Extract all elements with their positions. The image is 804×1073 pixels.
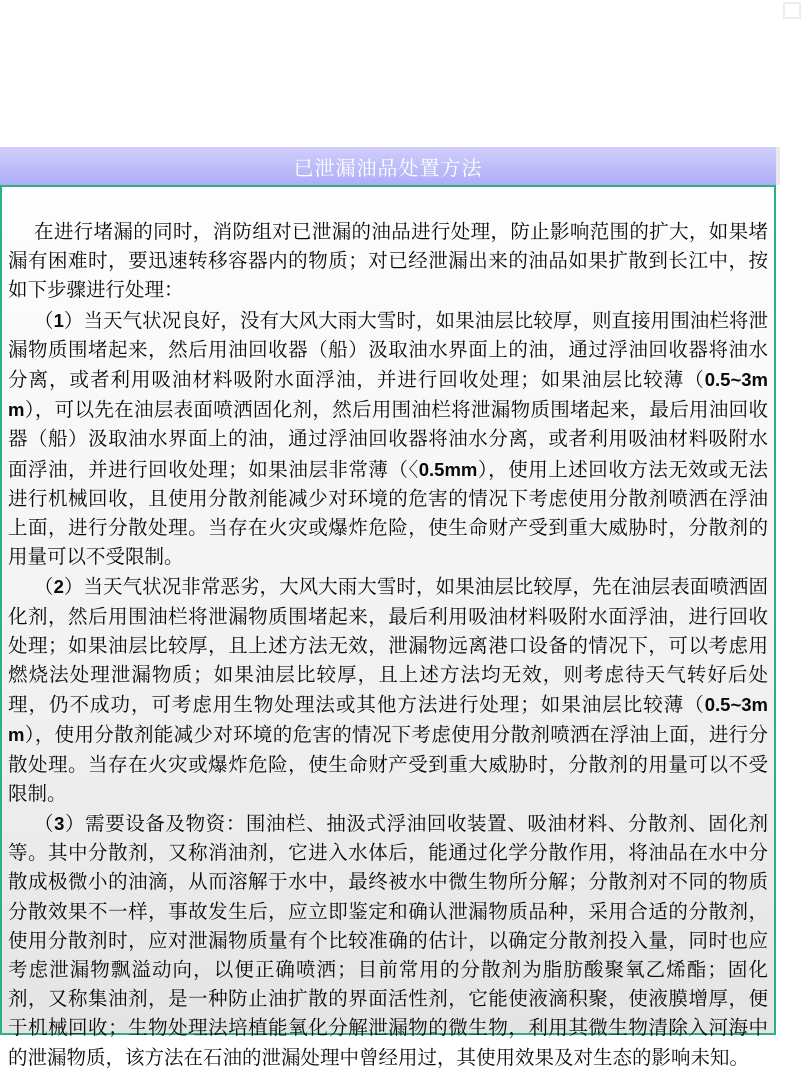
content-panel bbox=[0, 185, 776, 1069]
step-3-paragraph bbox=[8, 809, 768, 1073]
text-segment: ），使用上述回收方法无效或无法进行机械回收，且使用分散剂能减少对环境的危害的情况下考虑使用分散剂喷洒在浮油上面，进行分散处理。当存在火灾或爆炸危险，使生命财产受到重大威胁时，分散剂的用量可以不受限制。 bbox=[8, 459, 768, 569]
text-segment: 0.5mm bbox=[418, 458, 478, 480]
text-segment: ），使用分散剂能减少对环境的危害的情况下考虑使用分散剂喷洒在浮油上面，进行分散处理。当存在火灾或爆炸危险，使生命财产受到重大威胁时，分散剂的用量可以不受限制。 bbox=[8, 725, 768, 805]
slide bbox=[0, 147, 776, 1069]
page-title: 已泄漏油品处置方法 bbox=[293, 157, 483, 180]
text-segment: （ bbox=[34, 310, 54, 332]
image-placeholder-icon bbox=[783, 2, 801, 19]
title-bar bbox=[0, 147, 776, 185]
text-segment: 在进行堵漏的同时，消防组对已泄漏的油品进行处理，防止影响范围的扩大，如果堵漏有困难时，要迅速转移容器内的物质；对已经泄漏出来的油品如果扩散到长江中，按如下步骤进行处理： bbox=[8, 222, 768, 302]
text-segment: 3 bbox=[54, 813, 65, 835]
text-segment: 2 bbox=[53, 576, 64, 598]
text-segment: 1 bbox=[53, 309, 64, 331]
text-segment: （ bbox=[34, 577, 54, 599]
step-1-paragraph bbox=[8, 306, 768, 573]
text-segment: （ bbox=[34, 814, 55, 836]
step-2-paragraph bbox=[8, 572, 768, 809]
text-segment: ）当天气状况良好，没有大风大雨大雪时，如果油层比较厚，则直接用围油栏将泄漏物质围堵起来，然后用油回收器（船）汲取油水界面上的油，通过浮油回收器将油水分离，或者利用吸油材料吸附水面浮油，并进行回收处理；如果油层比较薄（ bbox=[8, 310, 768, 392]
text-segment: ）需要设备及物资：围油栏、抽汲式浮油回收装置、吸油材料、分散剂、固化剂等。其中分散剂，又称消油剂，它进入水体后，能通过化学分散作用，将油品在水中分散成极微小的油滴，从而溶解于水中，最终被水中微生物所分解；分散剂对不同的物质分散效果不一样，事故发生后，应立即鉴定和确认泄漏物质品种，采用合适的分散剂，使用分散剂时，应对泄漏物质量有个比较准确的估计，以确定分散剂投入量，同时也应考虑泄漏物飘溢动向，以便正确喷洒；目前常用的分散剂为脂肪酸聚氧乙烯酯；固化剂，又称集油剂，是一种防止油扩散的界面活性剂，它能使液滴积聚，使液膜增厚，便于机械回收；生物处理法培植能氧化分解泄漏物的微生物，利用其微生物清除入河海中的泄漏物质，该方法在石油的泄漏处理中曾经用过，其使用效果及对生态的影响未知。 bbox=[8, 814, 768, 1069]
text-segment: ）当天气状况非常恶劣，大风大雨大雪时，如果油层比较厚，先在油层表面喷洒固化剂，然后用围油栏将泄漏物质围堵起来，最后利用吸油材料吸附水面浮油，进行回收处理；如果油层比较厚，且上述方法无效，泄漏物远离港口设备的情况下，可以考虑用燃烧法处理泄漏物质；如果油层比较厚，且上述方法均无效，则考虑待天气转好后处理，仍不成功，可考虑用生物处理法或其他方法进行处理；如果油层比较薄（ bbox=[8, 577, 768, 717]
text-segment: 0.5~3mm bbox=[8, 369, 768, 421]
intro-paragraph bbox=[8, 218, 768, 306]
text-segment: ），可以先在油层表面喷洒固化剂，然后用围油栏将泄漏物质围堵起来，最后用油回收器（船）汲取油水界面上的油，通过浮油回收器将油水分离，或者利用吸油材料吸附水面浮油，并进行回收处理；如果油层非常薄（〈 bbox=[8, 400, 768, 481]
text-segment: 0.5~3mm bbox=[8, 694, 768, 746]
